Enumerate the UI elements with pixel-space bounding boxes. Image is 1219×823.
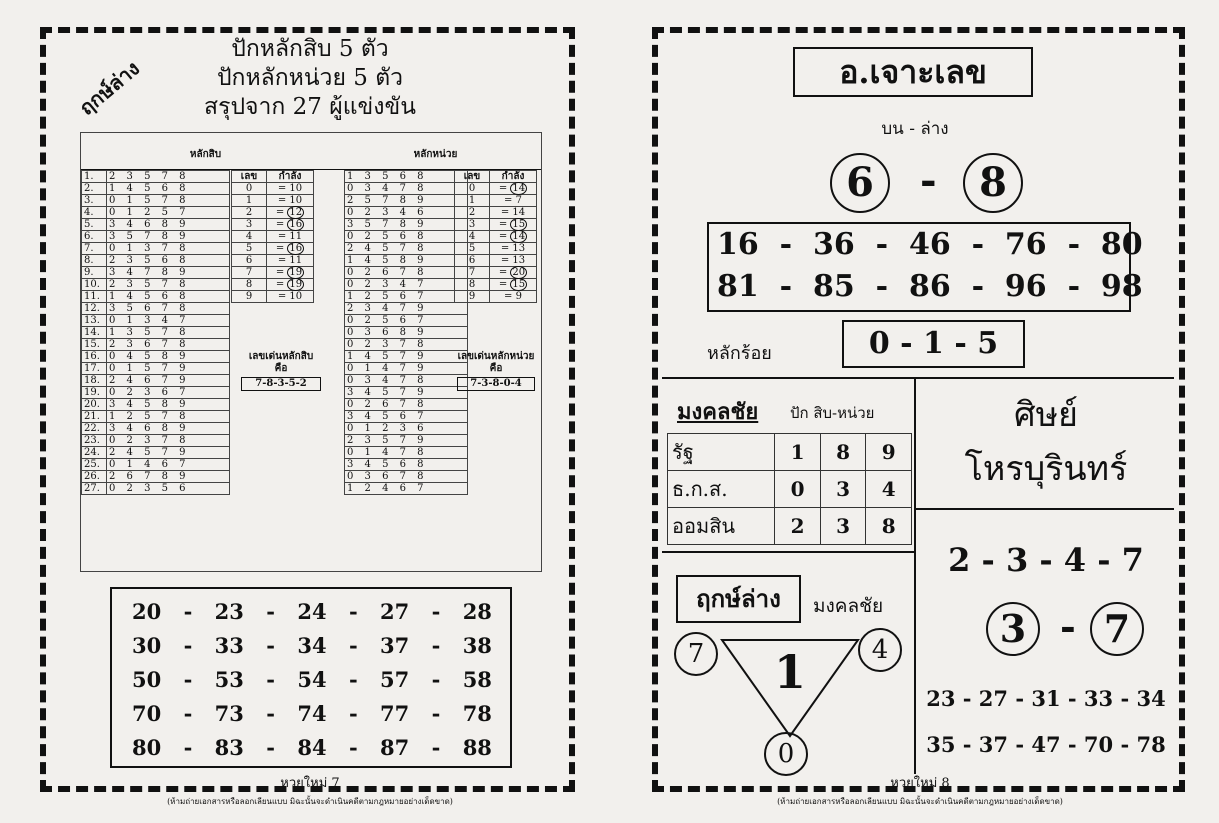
mongkol-digit: 9 xyxy=(866,434,912,471)
mongkol-digit: 3 xyxy=(820,508,866,545)
disciple-lines xyxy=(918,676,1174,768)
number-dash: - xyxy=(183,667,193,692)
row-tens-digits: 3 4 6 8 9 xyxy=(107,423,230,435)
number-cell: 38 xyxy=(462,633,492,658)
power-count: = 12 xyxy=(267,207,314,219)
power-col-digit: เลข xyxy=(455,171,490,183)
right-footer: หวยใหม่ 8 xyxy=(890,776,950,791)
mongkol-digit: 3 xyxy=(820,471,866,508)
number-row xyxy=(132,697,492,731)
row-tens-digits: 0 1 5 7 8 xyxy=(107,195,230,207)
power-digit: 1 xyxy=(455,195,490,207)
row-tens-digits: 0 2 3 6 7 xyxy=(107,387,230,399)
row-tens-digits: 1 4 5 6 8 xyxy=(107,183,230,195)
row-tens-digits: 0 1 2 5 7 xyxy=(107,207,230,219)
power-digit: 8 xyxy=(455,279,490,291)
left-number-grid xyxy=(110,587,512,768)
number-cell: 28 xyxy=(462,599,492,624)
power-digit: 4 xyxy=(232,231,267,243)
row-units-digits: 2 5 7 8 9 xyxy=(345,195,468,207)
number-cell: 87 xyxy=(380,735,410,760)
number-row xyxy=(132,663,492,697)
power-count: = 14 xyxy=(490,183,537,195)
row-number: 20. xyxy=(82,399,107,411)
number-dash: - xyxy=(266,735,275,760)
row-number: 23. xyxy=(82,435,107,447)
row-tens-digits: 3 4 5 8 9 xyxy=(107,399,230,411)
row-spacer xyxy=(230,327,345,339)
power-row xyxy=(232,267,314,279)
row-units-digits: 0 3 6 8 9 xyxy=(345,327,468,339)
tens-pick-value: 7-8-3-5-2 xyxy=(241,377,321,391)
mongkol-row xyxy=(668,434,912,471)
row-units-digits: 0 1 4 7 8 xyxy=(345,447,468,459)
row-spacer xyxy=(230,411,345,423)
power-row xyxy=(232,291,314,303)
row-units-digits: 0 2 3 4 7 xyxy=(345,279,468,291)
table-row xyxy=(82,411,468,423)
auspicious-box xyxy=(676,575,801,623)
power-count: = 11 xyxy=(267,255,314,267)
row-number: 5. xyxy=(82,219,107,231)
number-row xyxy=(132,595,492,629)
power-count: = 11 xyxy=(267,231,314,243)
power-row xyxy=(232,195,314,207)
right-title: อ.เจาะเลข xyxy=(839,53,987,91)
row-units-digits: 1 2 5 6 7 xyxy=(345,291,468,303)
mongkol-subtitle: ปัก สิบ-หน่วย xyxy=(790,404,875,422)
left-footer-note: (ห้ามถ่ายเอกสารหรือลอกเลียนแบบ มิฉะนั้นจะดำเนินคดีตามกฎหมายอย่างเด็ดขาด) xyxy=(167,797,453,806)
power-header-row xyxy=(455,171,537,183)
table-row xyxy=(82,471,468,483)
power-row xyxy=(232,183,314,195)
power-digit: 1 xyxy=(232,195,267,207)
triangle-center: 1 xyxy=(774,645,807,699)
number-dash: - xyxy=(431,633,441,658)
row-number: 21. xyxy=(82,411,107,423)
row-tens-digits: 2 6 7 8 9 xyxy=(107,471,230,483)
row-units-digits: 1 4 5 8 9 xyxy=(345,255,468,267)
row-number: 18. xyxy=(82,375,107,387)
disciple-pair xyxy=(986,602,1156,658)
number-cell: 70 xyxy=(132,701,162,726)
row-number: 9. xyxy=(82,267,107,279)
row-number: 24. xyxy=(82,447,107,459)
row-number: 22. xyxy=(82,423,107,435)
number-dash: - xyxy=(266,667,275,692)
power-digit: 4 xyxy=(455,231,490,243)
number-dash: - xyxy=(183,599,193,624)
row-units-digits: 0 3 4 7 8 xyxy=(345,183,468,195)
right-divider-horizontal xyxy=(662,377,1174,379)
number-cell: 27 xyxy=(380,599,410,624)
number-row xyxy=(132,629,492,663)
row-units-digits: 0 3 6 7 8 xyxy=(345,471,468,483)
row-number: 2. xyxy=(82,183,107,195)
power-count: = 14 xyxy=(490,231,537,243)
mongkol-digit: 8 xyxy=(866,508,912,545)
disciple-line-1: ศิษย์ xyxy=(1014,395,1078,435)
mongkol-digit: 1 xyxy=(775,434,821,471)
units-pick-is: คือ xyxy=(489,363,503,374)
row-units-digits: 0 1 2 3 6 xyxy=(345,423,468,435)
units-pick-box xyxy=(451,351,541,393)
right-subtitle: บน - ล่าง xyxy=(881,119,949,139)
row-units-digits: 3 4 5 6 7 xyxy=(345,411,468,423)
mongkol-row xyxy=(668,471,912,508)
mongkol-bank-name: รัฐ xyxy=(668,434,775,471)
units-pick-label: เลขเด่นหลักหน่วย xyxy=(457,351,535,362)
tens-power-table xyxy=(231,170,314,303)
row-number: 26. xyxy=(82,471,107,483)
left-title-line-3: สรุปจาก 27 ผู้แข่งขัน xyxy=(204,94,416,120)
power-row xyxy=(455,207,537,219)
row-tens-digits: 3 4 7 8 9 xyxy=(107,267,230,279)
row-number: 17. xyxy=(82,363,107,375)
number-dash: - xyxy=(431,599,441,624)
number-cell: 30 xyxy=(132,633,162,658)
power-count: = 10 xyxy=(267,195,314,207)
power-digit: 2 xyxy=(232,207,267,219)
row-tens-digits: 0 1 4 6 7 xyxy=(107,459,230,471)
right-footer-note: (ห้ามถ่ายเอกสารหรือลอกเลียนแบบ มิฉะนั้นจะดำเนินคดีตามกฎหมายอย่างเด็ดขาด) xyxy=(777,797,1063,806)
top-pair-circle-2: 8 xyxy=(963,153,1023,213)
table-row xyxy=(82,459,468,471)
power-digit: 7 xyxy=(232,267,267,279)
row-spacer xyxy=(230,339,345,351)
number-dash: - xyxy=(183,701,193,726)
row-spacer xyxy=(230,471,345,483)
disciple-line-2: โหรบุรินทร์ xyxy=(964,449,1128,489)
row-tens-digits: 0 1 5 7 9 xyxy=(107,363,230,375)
row-units-digits: 0 2 6 7 8 xyxy=(345,267,468,279)
row-spacer xyxy=(230,459,345,471)
table-row xyxy=(82,447,468,459)
row-tens-digits: 3 5 6 7 8 xyxy=(107,303,230,315)
mongkol-divider xyxy=(662,551,914,553)
disciple-lines-1: 23 - 27 - 31 - 33 - 34 xyxy=(926,686,1166,711)
row-spacer xyxy=(230,483,345,495)
row-number: 14. xyxy=(82,327,107,339)
number-dash: - xyxy=(183,633,193,658)
left-footer: หวยใหม่ 7 xyxy=(280,776,340,791)
number-dash: - xyxy=(348,599,358,624)
row-tens-digits: 2 3 5 7 8 xyxy=(107,171,230,183)
power-count: = 13 xyxy=(490,243,537,255)
power-digit: 3 xyxy=(455,219,490,231)
number-dash: - xyxy=(431,701,441,726)
table-row xyxy=(82,339,468,351)
row-number: 1. xyxy=(82,171,107,183)
power-digit: 9 xyxy=(455,291,490,303)
mongkol-table xyxy=(667,433,912,545)
row-tens-digits: 0 1 3 7 8 xyxy=(107,243,230,255)
power-row xyxy=(232,243,314,255)
triangle-left: 7 xyxy=(674,632,718,676)
power-row xyxy=(232,255,314,267)
mongkol-row xyxy=(668,508,912,545)
row-tens-digits: 2 3 5 7 8 xyxy=(107,279,230,291)
number-dash: - xyxy=(266,599,275,624)
row-tens-digits: 3 5 7 8 9 xyxy=(107,231,230,243)
power-digit: 6 xyxy=(232,255,267,267)
table-row xyxy=(82,315,468,327)
row-tens-digits: 2 4 6 7 9 xyxy=(107,375,230,387)
triangle-right: 4 xyxy=(858,628,902,672)
power-count: = 16 xyxy=(267,219,314,231)
mongkol-digit: 8 xyxy=(820,434,866,471)
row-number: 7. xyxy=(82,243,107,255)
row-spacer xyxy=(230,399,345,411)
row-units-digits: 0 2 3 4 6 xyxy=(345,207,468,219)
power-row xyxy=(232,279,314,291)
main-numbers-line-2: 81 - 85 - 86 - 96 - 98 xyxy=(717,269,1143,304)
left-stamp: ฤกษ์ล่าง xyxy=(74,56,145,120)
power-count: = 13 xyxy=(490,255,537,267)
row-tens-digits: 0 2 3 5 6 xyxy=(107,483,230,495)
units-power-table xyxy=(454,170,537,303)
number-dash: - xyxy=(348,735,358,760)
power-digit: 3 xyxy=(232,219,267,231)
power-count: = 10 xyxy=(267,291,314,303)
table-row xyxy=(82,423,468,435)
power-digit: 0 xyxy=(232,183,267,195)
row-tens-digits: 2 3 5 6 8 xyxy=(107,255,230,267)
power-header-row xyxy=(232,171,314,183)
number-dash: - xyxy=(266,701,275,726)
number-cell: 24 xyxy=(297,599,327,624)
contestants-table xyxy=(80,132,542,572)
number-cell: 77 xyxy=(380,701,410,726)
power-digit: 5 xyxy=(232,243,267,255)
power-digit: 2 xyxy=(455,207,490,219)
disciple-lines-2: 35 - 37 - 47 - 70 - 78 xyxy=(926,732,1166,757)
top-pair xyxy=(830,153,1040,218)
auspicious-label: ฤกษ์ล่าง xyxy=(696,584,781,613)
row-number: 8. xyxy=(82,255,107,267)
row-number: 25. xyxy=(82,459,107,471)
power-row xyxy=(232,219,314,231)
power-row xyxy=(455,195,537,207)
row-number: 16. xyxy=(82,351,107,363)
number-cell: 34 xyxy=(297,633,327,658)
power-count: = 19 xyxy=(267,279,314,291)
power-col-count: กำลัง xyxy=(267,171,314,183)
power-digit: 7 xyxy=(455,267,490,279)
row-units-digits: 0 2 3 7 8 xyxy=(345,339,468,351)
row-units-digits: 0 2 6 7 8 xyxy=(345,399,468,411)
number-cell: 58 xyxy=(462,667,492,692)
left-title xyxy=(170,35,450,122)
table-row xyxy=(82,435,468,447)
row-number: 15. xyxy=(82,339,107,351)
row-spacer xyxy=(230,315,345,327)
number-row xyxy=(132,731,492,765)
row-number: 27. xyxy=(82,483,107,495)
row-units-digits: 0 1 4 7 9 xyxy=(345,363,468,375)
power-count: = 15 xyxy=(490,219,537,231)
main-numbers-box xyxy=(707,222,1143,312)
power-digit: 0 xyxy=(455,183,490,195)
top-pair-dash: - xyxy=(920,157,937,204)
disciple-pair-circle-1: 3 xyxy=(986,602,1040,656)
row-number: 3. xyxy=(82,195,107,207)
mongkol-bank-name: ธ.ก.ส. xyxy=(668,471,775,508)
number-cell: 80 xyxy=(132,735,162,760)
number-cell: 33 xyxy=(214,633,244,658)
power-row xyxy=(455,219,537,231)
row-tens-digits: 1 4 5 6 8 xyxy=(107,291,230,303)
mongkol-digit: 4 xyxy=(866,471,912,508)
row-number: 6. xyxy=(82,231,107,243)
row-tens-digits: 0 2 3 7 8 xyxy=(107,435,230,447)
power-count: = 9 xyxy=(490,291,537,303)
power-row xyxy=(455,267,537,279)
hundreds-label: หลักร้อย xyxy=(707,343,772,364)
number-cell: 88 xyxy=(462,735,492,760)
table-row xyxy=(82,303,468,315)
tens-pick-is: คือ xyxy=(274,363,288,374)
number-dash: - xyxy=(266,633,275,658)
power-digit: 6 xyxy=(455,255,490,267)
power-col-count: กำลัง xyxy=(490,171,537,183)
triangle-bottom: 0 xyxy=(764,732,808,776)
mongkol-digit: 0 xyxy=(775,471,821,508)
row-tens-digits: 2 4 5 7 9 xyxy=(107,447,230,459)
mongkol-title: มงคลชัย xyxy=(677,399,759,425)
row-spacer xyxy=(230,435,345,447)
power-count: = 19 xyxy=(267,267,314,279)
power-row xyxy=(232,231,314,243)
row-tens-digits: 0 1 3 4 7 xyxy=(107,315,230,327)
disciple-divider xyxy=(916,508,1174,510)
units-pick-value: 7-3-8-0-4 xyxy=(457,377,535,391)
row-number: 10. xyxy=(82,279,107,291)
tens-pick-label: เลขเด่นหลักสิบ xyxy=(248,351,314,362)
row-units-digits: 0 2 5 6 8 xyxy=(345,231,468,243)
hundreds-box xyxy=(842,320,1025,368)
power-row xyxy=(455,255,537,267)
row-units-digits: 2 3 4 7 9 xyxy=(345,303,468,315)
row-number: 4. xyxy=(82,207,107,219)
tens-pick-box xyxy=(233,351,329,393)
left-title-line-2: ปักหลักหน่วย 5 ตัว xyxy=(216,65,404,91)
power-row xyxy=(455,231,537,243)
number-cell: 53 xyxy=(214,667,244,692)
number-dash: - xyxy=(431,735,441,760)
number-dash: - xyxy=(183,735,193,760)
disciple-pair-circle-2: 7 xyxy=(1090,602,1144,656)
row-tens-digits: 2 3 6 7 8 xyxy=(107,339,230,351)
row-units-digits: 2 4 5 7 8 xyxy=(345,243,468,255)
mongkol-digit: 2 xyxy=(775,508,821,545)
power-count: = 15 xyxy=(490,279,537,291)
number-cell: 23 xyxy=(214,599,244,624)
power-digit: 8 xyxy=(232,279,267,291)
main-numbers-line-1: 16 - 36 - 46 - 76 - 80 xyxy=(717,227,1143,262)
disciple-pair-dash: - xyxy=(1060,604,1076,649)
row-number: 13. xyxy=(82,315,107,327)
row-tens-digits: 3 4 6 8 9 xyxy=(107,219,230,231)
mongkol-bank-name: ออมสิน xyxy=(668,508,775,545)
row-number: 12. xyxy=(82,303,107,315)
row-spacer xyxy=(230,447,345,459)
number-cell: 54 xyxy=(297,667,327,692)
power-digit: 9 xyxy=(232,291,267,303)
power-count: = 14 xyxy=(490,207,537,219)
number-dash: - xyxy=(348,667,358,692)
top-pair-circle-1: 6 xyxy=(830,153,890,213)
row-units-digits: 1 3 5 6 8 xyxy=(345,171,468,183)
number-cell: 84 xyxy=(297,735,327,760)
power-count: = 20 xyxy=(490,267,537,279)
auspicious-sub: มงคลชัย xyxy=(813,595,884,617)
row-units-digits: 2 3 5 7 9 xyxy=(345,435,468,447)
table-row xyxy=(82,483,468,495)
row-tens-digits: 1 3 5 7 8 xyxy=(107,327,230,339)
units-header: หลักหน่วย xyxy=(413,149,458,160)
number-cell: 50 xyxy=(132,667,162,692)
row-units-digits: 1 2 4 6 7 xyxy=(345,483,468,495)
left-title-line-1: ปักหลักสิบ 5 ตัว xyxy=(231,36,389,62)
left-number-rows xyxy=(132,595,492,765)
power-col-digit: เลข xyxy=(232,171,267,183)
number-cell: 37 xyxy=(380,633,410,658)
row-spacer xyxy=(230,423,345,435)
row-tens-digits: 1 2 5 7 8 xyxy=(107,411,230,423)
power-row xyxy=(455,279,537,291)
tens-header: หลักสิบ xyxy=(189,149,222,160)
disciple-numbers: 2 - 3 - 4 - 7 xyxy=(948,541,1144,579)
table-row xyxy=(82,327,468,339)
power-count: = 10 xyxy=(267,183,314,195)
number-cell: 78 xyxy=(462,701,492,726)
row-units-digits: 0 2 5 6 7 xyxy=(345,315,468,327)
power-row xyxy=(455,243,537,255)
number-dash: - xyxy=(348,701,358,726)
number-cell: 74 xyxy=(297,701,327,726)
power-row xyxy=(455,291,537,303)
power-count: = 7 xyxy=(490,195,537,207)
power-row xyxy=(455,183,537,195)
disciple-title xyxy=(918,388,1174,496)
table-row xyxy=(82,399,468,411)
row-units-digits: 1 4 5 7 9 xyxy=(345,351,468,363)
row-tens-digits: 0 4 5 8 9 xyxy=(107,351,230,363)
row-units-digits: 3 4 5 7 9 xyxy=(345,387,468,399)
number-cell: 57 xyxy=(380,667,410,692)
number-dash: - xyxy=(431,667,441,692)
right-title-box xyxy=(793,47,1033,97)
number-cell: 20 xyxy=(132,599,162,624)
row-number: 11. xyxy=(82,291,107,303)
hundreds-value: 0 - 1 - 5 xyxy=(868,326,999,361)
row-number: 19. xyxy=(82,387,107,399)
row-units-digits: 3 5 7 8 9 xyxy=(345,219,468,231)
row-units-digits: 0 3 4 7 8 xyxy=(345,375,468,387)
power-digit: 5 xyxy=(455,243,490,255)
row-units-digits: 3 4 5 6 8 xyxy=(345,459,468,471)
number-dash: - xyxy=(348,633,358,658)
power-row xyxy=(232,207,314,219)
number-cell: 73 xyxy=(214,701,244,726)
power-count: = 16 xyxy=(267,243,314,255)
row-spacer xyxy=(230,303,345,315)
number-cell: 83 xyxy=(214,735,244,760)
right-divider-vertical xyxy=(914,379,916,774)
